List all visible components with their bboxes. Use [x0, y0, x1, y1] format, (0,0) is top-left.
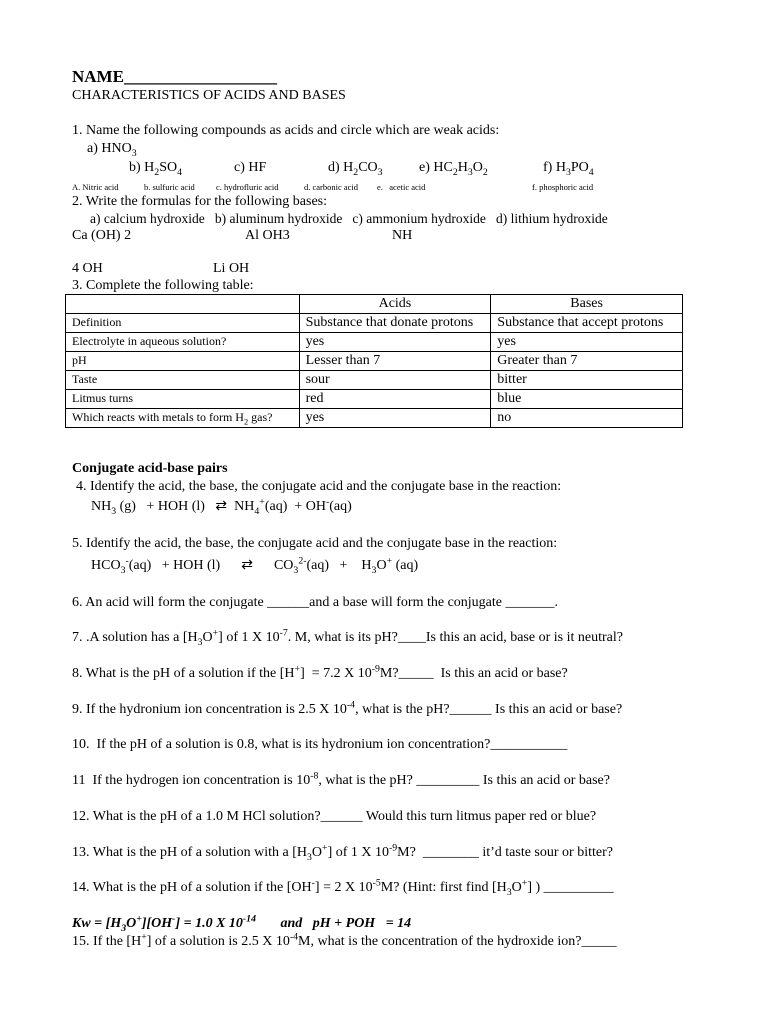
q2-answer-d: Li OH — [213, 261, 250, 276]
row-label: Definition — [66, 314, 300, 333]
q6: 6. An acid will form the conjugate ______and a base will form the conjugate _______. — [72, 595, 558, 610]
q1-answer-e: e. acetic acid — [377, 182, 426, 192]
q2-answer-a: Ca (OH) 2 — [72, 228, 132, 243]
q2-answer-b: Al OH3 — [245, 228, 290, 243]
table-header-row — [66, 295, 683, 314]
table-header-blank — [66, 295, 300, 314]
worksheet-title: CHARACTERISTICS OF ACIDS AND BASES — [72, 88, 346, 103]
q7: 7. .A solution has a $[H_3O^+]$ of 1 X $10^{-7}$. M, what is its pH?____Is this an acid, base or is it neutral? — [72, 627, 623, 648]
base-cell: bitter — [491, 371, 683, 390]
q1-answer-c: c. hydrofluric acid — [216, 182, 279, 192]
acid-cell: yes — [299, 409, 491, 428]
base-cell: yes — [491, 333, 683, 352]
q3-prompt: 3. Complete the following table: — [72, 278, 254, 293]
q1-prompt: 1. Name the following compounds as acids and circle which are weak acids: — [72, 123, 500, 138]
table-row — [66, 314, 683, 333]
q2-options: a) calcium hydroxide b) aluminum hydroxide c) ammonium hydroxide d) lithium hydroxide — [90, 211, 608, 226]
q1-a: a) $HNO_3$ — [87, 141, 137, 159]
q2-prompt: 2. Write the formulas for the following bases: — [72, 194, 328, 209]
q1-e: e) $HC_2H_3O_2$ — [419, 160, 488, 178]
base-cell: Substance that accept protons — [491, 314, 683, 333]
q1-answer-b: b. sulfuric acid — [144, 182, 195, 192]
q1-c: c) HF — [234, 160, 267, 175]
q1-f: f) $H_3PO_4$ — [543, 160, 594, 178]
acids-bases-table — [65, 294, 683, 428]
kw-formula: $Kw = [H_3O^+][OH^-] = 1.0$ X $10^{-14}$ and pH + POH = 14 — [72, 913, 412, 934]
row-label: Which reacts with metals to form $H_2$ gas? — [66, 409, 300, 428]
table-row — [66, 352, 683, 371]
table-row — [66, 390, 683, 409]
q15: 15. If the [H+] of a solution is 2.5 X $10^{-4}M$, what is the concentration of the hydroxide ion?_____ — [72, 931, 617, 949]
q1-d: d) $H_2CO_3$ — [328, 160, 383, 178]
row-label: Taste — [66, 371, 300, 390]
q13: 13. What is the pH of a solution with a $[H_3O^+]$ of 1 X $10^{-9}M$? ________ it’d taste sour or bitter? — [72, 842, 613, 863]
q1-answer-d: d. carbonic acid — [304, 182, 359, 192]
q9: 9. If the hydronium ion concentration is 2.5 X $10^{-4}$, what is the pH?______ Is this an acid or base? — [72, 699, 623, 717]
q4-prompt: 4. Identify the acid, the base, the conjugate acid and the conjugate base in the reaction: — [76, 479, 562, 494]
q8: 8. What is the pH of a solution if the [H+] = 7.2 X $10^{-9}M?\_\_\_\_\_$ Is this an acid or base? — [72, 663, 568, 681]
q10: 10. If the pH of a solution is 0.8, what is its hydronium ion concentration?___________ — [72, 737, 568, 752]
q1-answer-f: f. phosphoric acid — [532, 182, 594, 192]
base-cell: Greater than 7 — [491, 352, 683, 371]
q5-prompt: 5. Identify the acid, the base, the conjugate acid and the conjugate base in the reaction: — [72, 536, 558, 551]
q5-reaction: $HCO_3^-(aq)$ + HOH (l) ⇄ $CO_3^{2-}(aq)$ + $H_3O^+$ (aq) — [91, 555, 419, 576]
q4-reaction: $NH_3$ (g) + HOH (l) ⇄ $NH_4^+(aq) + OH^-(aq)$ — [91, 496, 352, 517]
base-cell: blue — [491, 390, 683, 409]
q1-answer-a: A. Nitric acid — [72, 182, 119, 192]
q1-b: b) $H_2SO_4$ — [129, 160, 182, 178]
col-acids: Acids — [299, 295, 491, 314]
table-row — [66, 371, 683, 390]
row-label: Electrolyte in aqueous solution? — [66, 333, 300, 352]
q12: 12. What is the pH of a 1.0 M HCl solution?______ Would this turn litmus paper red or blue? — [72, 809, 597, 824]
acid-cell: yes — [299, 333, 491, 352]
row-label: pH — [66, 352, 300, 371]
conjugate-heading: Conjugate acid-base pairs — [72, 461, 228, 476]
acid-cell: sour — [299, 371, 491, 390]
q14: 14. What is the pH of a solution if the [OH-] = 2 X $10^{-5}M$? (Hint: first find $[H_3O^+]$ ) __________ — [72, 877, 614, 898]
acid-cell: Substance that donate protons — [299, 314, 491, 333]
q2-answer-c: NH — [392, 228, 413, 243]
name-line: NAME__________________ — [72, 67, 277, 86]
q2-answer-c-cont: 4 OH — [72, 261, 103, 276]
table-row — [66, 333, 683, 352]
acid-cell: Lesser than 7 — [299, 352, 491, 371]
col-bases: Bases — [491, 295, 683, 314]
row-label: Litmus turns — [66, 390, 300, 409]
acid-cell: red — [299, 390, 491, 409]
q11: 11 If the hydrogen ion concentration is $10^{-8}$, what is the pH? _________ Is this an acid or base? — [72, 770, 610, 788]
table-row — [66, 409, 683, 428]
base-cell: no — [491, 409, 683, 428]
